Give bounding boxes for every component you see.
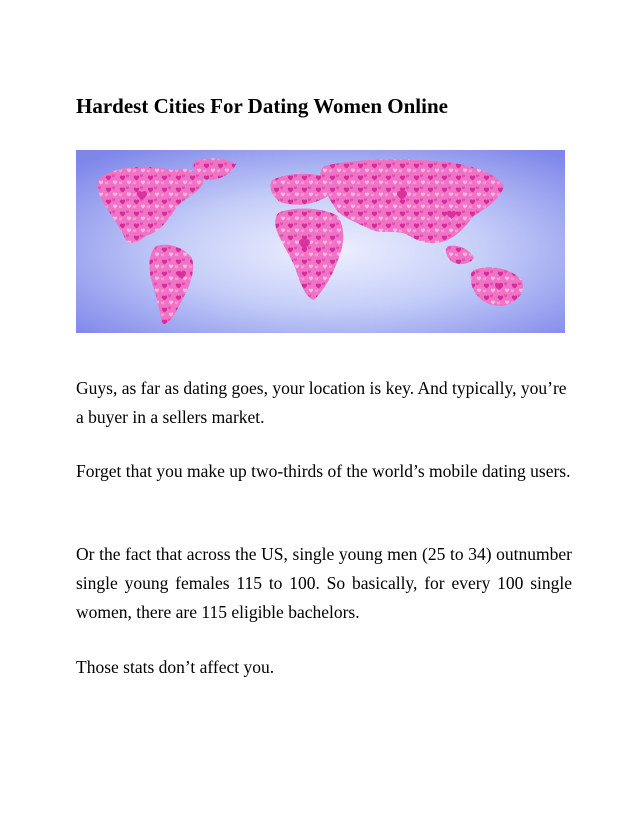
paragraph-location: Guys, as far as dating goes, your location is key. And typically, you’re a buyer in a sellers market. [76, 378, 567, 427]
hero-image [76, 150, 565, 333]
paragraph-stats-conclusion: Those stats don’t affect you. [76, 657, 275, 677]
document-title: Hardest Cities For Dating Women Online [76, 94, 448, 118]
paragraph-mobile-users: Forget that you make up two-thirds of the world’s mobile dating users. [76, 461, 571, 481]
paragraph-us-stats: Or the fact that across the US, single young men (25 to 34) outnumber single young females 115 to 100. So basically, for every 100 single women, there are 115 eligible bachelors. [76, 544, 572, 622]
world-map-hearts-icon [76, 150, 565, 333]
